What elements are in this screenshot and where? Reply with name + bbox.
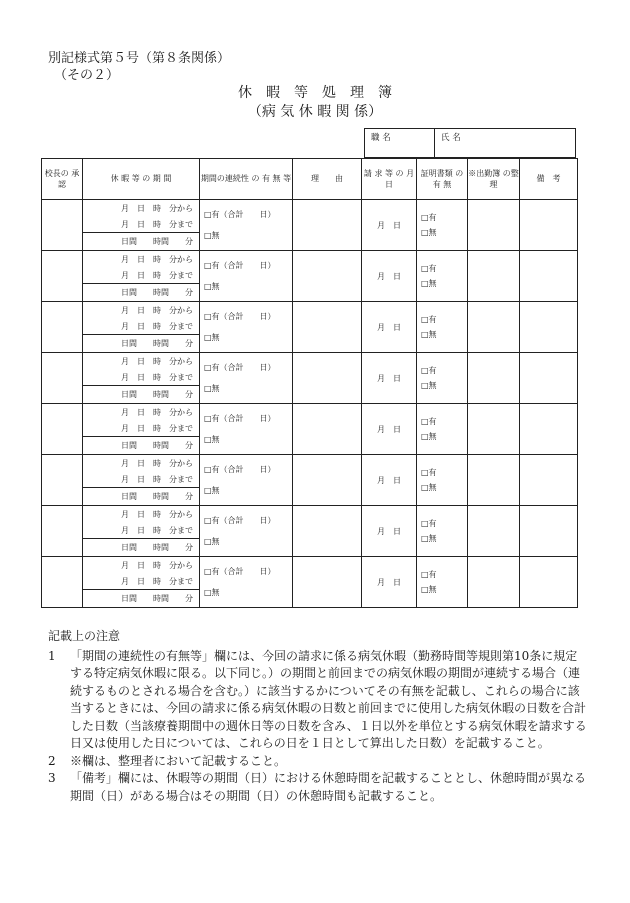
table-row xyxy=(42,455,578,506)
certificate-no: □無 xyxy=(421,483,437,492)
period-sum: 日間 時間 分 xyxy=(83,589,199,607)
col-remarks: 備 考 xyxy=(520,159,578,200)
certificate-yes: □有 xyxy=(421,468,437,477)
page-subtitle: （病 気 休 暇 関 係） xyxy=(247,104,383,120)
certificate-yes: □有 xyxy=(421,213,437,222)
table-row xyxy=(42,506,578,557)
request-date: 月 日 xyxy=(377,577,401,587)
continuity-cell[interactable] xyxy=(200,302,293,353)
certificate-yes: □有 xyxy=(421,417,437,426)
period-sum: 日間 時間 分 xyxy=(83,436,199,454)
certificate-yes: □有 xyxy=(421,570,437,579)
period-from: 月 日 時 分から xyxy=(121,407,193,417)
request-date: 月 日 xyxy=(377,220,401,230)
attendance-cell[interactable] xyxy=(468,302,520,353)
certificate-no: □無 xyxy=(421,279,437,288)
approval-cell[interactable] xyxy=(42,506,83,557)
request-date-cell[interactable] xyxy=(362,404,417,455)
attendance-cell[interactable] xyxy=(468,200,520,251)
period-from: 月 日 時 分から xyxy=(121,560,193,570)
certificate-cell[interactable] xyxy=(417,251,468,302)
period-cell[interactable] xyxy=(83,404,200,455)
continuity-no: □無 xyxy=(204,231,220,240)
period-sum: 日間 時間 分 xyxy=(83,334,199,352)
period-cell[interactable] xyxy=(83,557,200,608)
request-date-cell[interactable] xyxy=(362,353,417,404)
request-date: 月 日 xyxy=(377,271,401,281)
continuity-no: □無 xyxy=(204,486,220,495)
continuity-yes: □有（合計 日） xyxy=(204,465,276,474)
name-field[interactable] xyxy=(435,129,575,157)
remarks-cell[interactable] xyxy=(520,200,578,251)
note-item xyxy=(48,770,588,805)
table-row xyxy=(42,353,578,404)
continuity-yes: □有（合計 日） xyxy=(204,567,276,576)
period-from: 月 日 時 分から xyxy=(121,203,193,213)
col-certificate: 証明書類 の 有 無 xyxy=(417,159,468,200)
request-date-cell[interactable] xyxy=(362,302,417,353)
reason-cell[interactable] xyxy=(293,200,362,251)
certificate-no: □無 xyxy=(421,228,437,237)
note-item xyxy=(48,753,588,771)
note-text: ※欄は、整理者において記載すること。 xyxy=(70,753,287,768)
continuity-cell[interactable] xyxy=(200,506,293,557)
continuity-no: □無 xyxy=(204,384,220,393)
form-sub: （その２） xyxy=(54,68,120,83)
certificate-yes: □有 xyxy=(421,366,437,375)
period-sum: 日間 時間 分 xyxy=(83,283,199,301)
period-cell[interactable] xyxy=(83,353,200,404)
remarks-cell[interactable] xyxy=(520,353,578,404)
remarks-cell[interactable] xyxy=(520,557,578,608)
col-period: 休 暇 等 の 期 間 xyxy=(83,159,200,200)
continuity-no: □無 xyxy=(204,282,220,291)
col-continuity: 期間の連続性 の 有 無 等 xyxy=(200,159,293,200)
continuity-yes: □有（合計 日） xyxy=(204,516,276,525)
approval-cell[interactable] xyxy=(42,404,83,455)
reason-cell[interactable] xyxy=(293,557,362,608)
form-number: 別記様式第５号（第８条関係） xyxy=(48,51,231,66)
approval-cell[interactable] xyxy=(42,353,83,404)
continuity-cell[interactable] xyxy=(200,455,293,506)
certificate-cell[interactable] xyxy=(417,302,468,353)
remarks-cell[interactable] xyxy=(520,455,578,506)
period-cell[interactable] xyxy=(83,251,200,302)
request-date: 月 日 xyxy=(377,475,401,485)
period-to: 月 日 時 分まで xyxy=(121,576,193,586)
certificate-no: □無 xyxy=(421,585,437,594)
continuity-yes: □有（合計 日） xyxy=(204,414,276,423)
request-date-cell[interactable] xyxy=(362,506,417,557)
approval-cell[interactable] xyxy=(42,455,83,506)
period-to: 月 日 時 分まで xyxy=(121,321,193,331)
note-number: 3 xyxy=(48,771,56,785)
table-row xyxy=(42,302,578,353)
certificate-yes: □有 xyxy=(421,519,437,528)
continuity-cell[interactable] xyxy=(200,404,293,455)
continuity-no: □無 xyxy=(204,537,220,546)
period-sum: 日間 時間 分 xyxy=(83,487,199,505)
remarks-cell[interactable] xyxy=(520,251,578,302)
notes xyxy=(48,628,588,805)
attendance-cell[interactable] xyxy=(468,404,520,455)
leave-table xyxy=(41,158,578,608)
note-text: 「備考」欄には、休暇等の期間（日）における休憩時間を記載することとし、休憩時間が異なる期間（日）がある場合はその期間（日）の休憩時間も記載すること。 xyxy=(70,771,587,803)
note-number: 2 xyxy=(48,753,56,768)
period-from: 月 日 時 分から xyxy=(121,254,193,264)
certificate-cell[interactable] xyxy=(417,506,468,557)
period-cell[interactable] xyxy=(83,506,200,557)
continuity-cell[interactable] xyxy=(200,353,293,404)
col-approval: 校長の 承 認 xyxy=(42,159,83,200)
approval-cell[interactable] xyxy=(42,251,83,302)
request-date-cell[interactable] xyxy=(362,251,417,302)
note-text: 「期間の連続性の有無等」欄には、今回の請求に係る病気休暇（勤務時間等規則第10条に規定する特定病気休暇に限る。以下同じ。）の期間と前回までの病気休暇の期間が連続する場合（連続するものとされる場合を含む。）に該当するかについてその有無を記載し、これらの場合に該当するときには、今回の請求に係る病気休暇の日数と前回までに使用した病気休暇の日数を合計した日数（当該療養期間中の週休日等の日数を含み、１日以外を単位とする病気休暇を請求する日又は使用した日については、これらの日を１日として算出した日数）を記載すること。 xyxy=(70,648,587,750)
request-date-cell[interactable] xyxy=(362,557,417,608)
request-date: 月 日 xyxy=(377,424,401,434)
position-field[interactable] xyxy=(365,129,435,157)
period-to: 月 日 時 分まで xyxy=(121,525,193,535)
certificate-cell[interactable] xyxy=(417,353,468,404)
period-to: 月 日 時 分まで xyxy=(121,270,193,280)
attendance-cell[interactable] xyxy=(468,251,520,302)
certificate-cell[interactable] xyxy=(417,200,468,251)
certificate-no: □無 xyxy=(421,330,437,339)
certificate-yes: □有 xyxy=(421,264,437,273)
approval-cell[interactable] xyxy=(42,557,83,608)
certificate-no: □無 xyxy=(421,534,437,543)
period-from: 月 日 時 分から xyxy=(121,509,193,519)
period-to: 月 日 時 分まで xyxy=(121,219,193,229)
continuity-yes: □有（合計 日） xyxy=(204,210,276,219)
attendance-cell[interactable] xyxy=(468,353,520,404)
col-request-date: 請 求 等 の 月 日 xyxy=(362,159,417,200)
continuity-no: □無 xyxy=(204,333,220,342)
reason-cell[interactable] xyxy=(293,251,362,302)
certificate-cell[interactable] xyxy=(417,557,468,608)
attendance-cell[interactable] xyxy=(468,557,520,608)
approval-cell[interactable] xyxy=(42,200,83,251)
continuity-yes: □有（合計 日） xyxy=(204,312,276,321)
note-number: 1 xyxy=(48,648,56,663)
reason-cell[interactable] xyxy=(293,404,362,455)
period-from: 月 日 時 分から xyxy=(121,305,193,315)
period-to: 月 日 時 分まで xyxy=(121,474,193,484)
attendance-cell[interactable] xyxy=(468,506,520,557)
certificate-cell[interactable] xyxy=(417,404,468,455)
col-attendance: ※出勤簿 の整理 xyxy=(468,159,520,200)
certificate-no: □無 xyxy=(421,432,437,441)
reason-cell[interactable] xyxy=(293,455,362,506)
request-date-cell[interactable] xyxy=(362,200,417,251)
period-from: 月 日 時 分から xyxy=(121,356,193,366)
page-title: 休 暇 等 処 理 簿 xyxy=(238,85,392,101)
notes-heading: 記載上の注意 xyxy=(48,629,121,643)
request-date-cell[interactable] xyxy=(362,455,417,506)
name-label: 氏 名 xyxy=(441,133,461,143)
reason-cell[interactable] xyxy=(293,506,362,557)
name-box xyxy=(364,128,576,158)
period-to: 月 日 時 分まで xyxy=(121,372,193,382)
table-row xyxy=(42,404,578,455)
request-date: 月 日 xyxy=(377,526,401,536)
position-label: 職 名 xyxy=(371,133,391,143)
period-sum: 日間 時間 分 xyxy=(83,232,199,250)
request-date: 月 日 xyxy=(377,373,401,383)
table-row xyxy=(42,557,578,608)
period-cell[interactable] xyxy=(83,302,200,353)
certificate-no: □無 xyxy=(421,381,437,390)
remarks-cell[interactable] xyxy=(520,404,578,455)
continuity-no: □無 xyxy=(204,435,220,444)
request-date: 月 日 xyxy=(377,322,401,332)
col-reason: 理 由 xyxy=(293,159,362,200)
certificate-yes: □有 xyxy=(421,315,437,324)
reason-cell[interactable] xyxy=(293,302,362,353)
table-row xyxy=(42,200,578,251)
period-to: 月 日 時 分まで xyxy=(121,423,193,433)
remarks-cell[interactable] xyxy=(520,506,578,557)
approval-cell[interactable] xyxy=(42,302,83,353)
attendance-cell[interactable] xyxy=(468,455,520,506)
table-header-row xyxy=(42,159,578,200)
period-cell[interactable] xyxy=(83,455,200,506)
period-sum: 日間 時間 分 xyxy=(83,385,199,403)
continuity-cell[interactable] xyxy=(200,557,293,608)
period-from: 月 日 時 分から xyxy=(121,458,193,468)
note-item xyxy=(48,648,588,753)
period-sum: 日間 時間 分 xyxy=(83,538,199,556)
certificate-cell[interactable] xyxy=(417,455,468,506)
continuity-yes: □有（合計 日） xyxy=(204,261,276,270)
continuity-yes: □有（合計 日） xyxy=(204,363,276,372)
reason-cell[interactable] xyxy=(293,353,362,404)
continuity-cell[interactable] xyxy=(200,200,293,251)
remarks-cell[interactable] xyxy=(520,302,578,353)
continuity-cell[interactable] xyxy=(200,251,293,302)
period-cell[interactable] xyxy=(83,200,200,251)
continuity-no: □無 xyxy=(204,588,220,597)
table-row xyxy=(42,251,578,302)
